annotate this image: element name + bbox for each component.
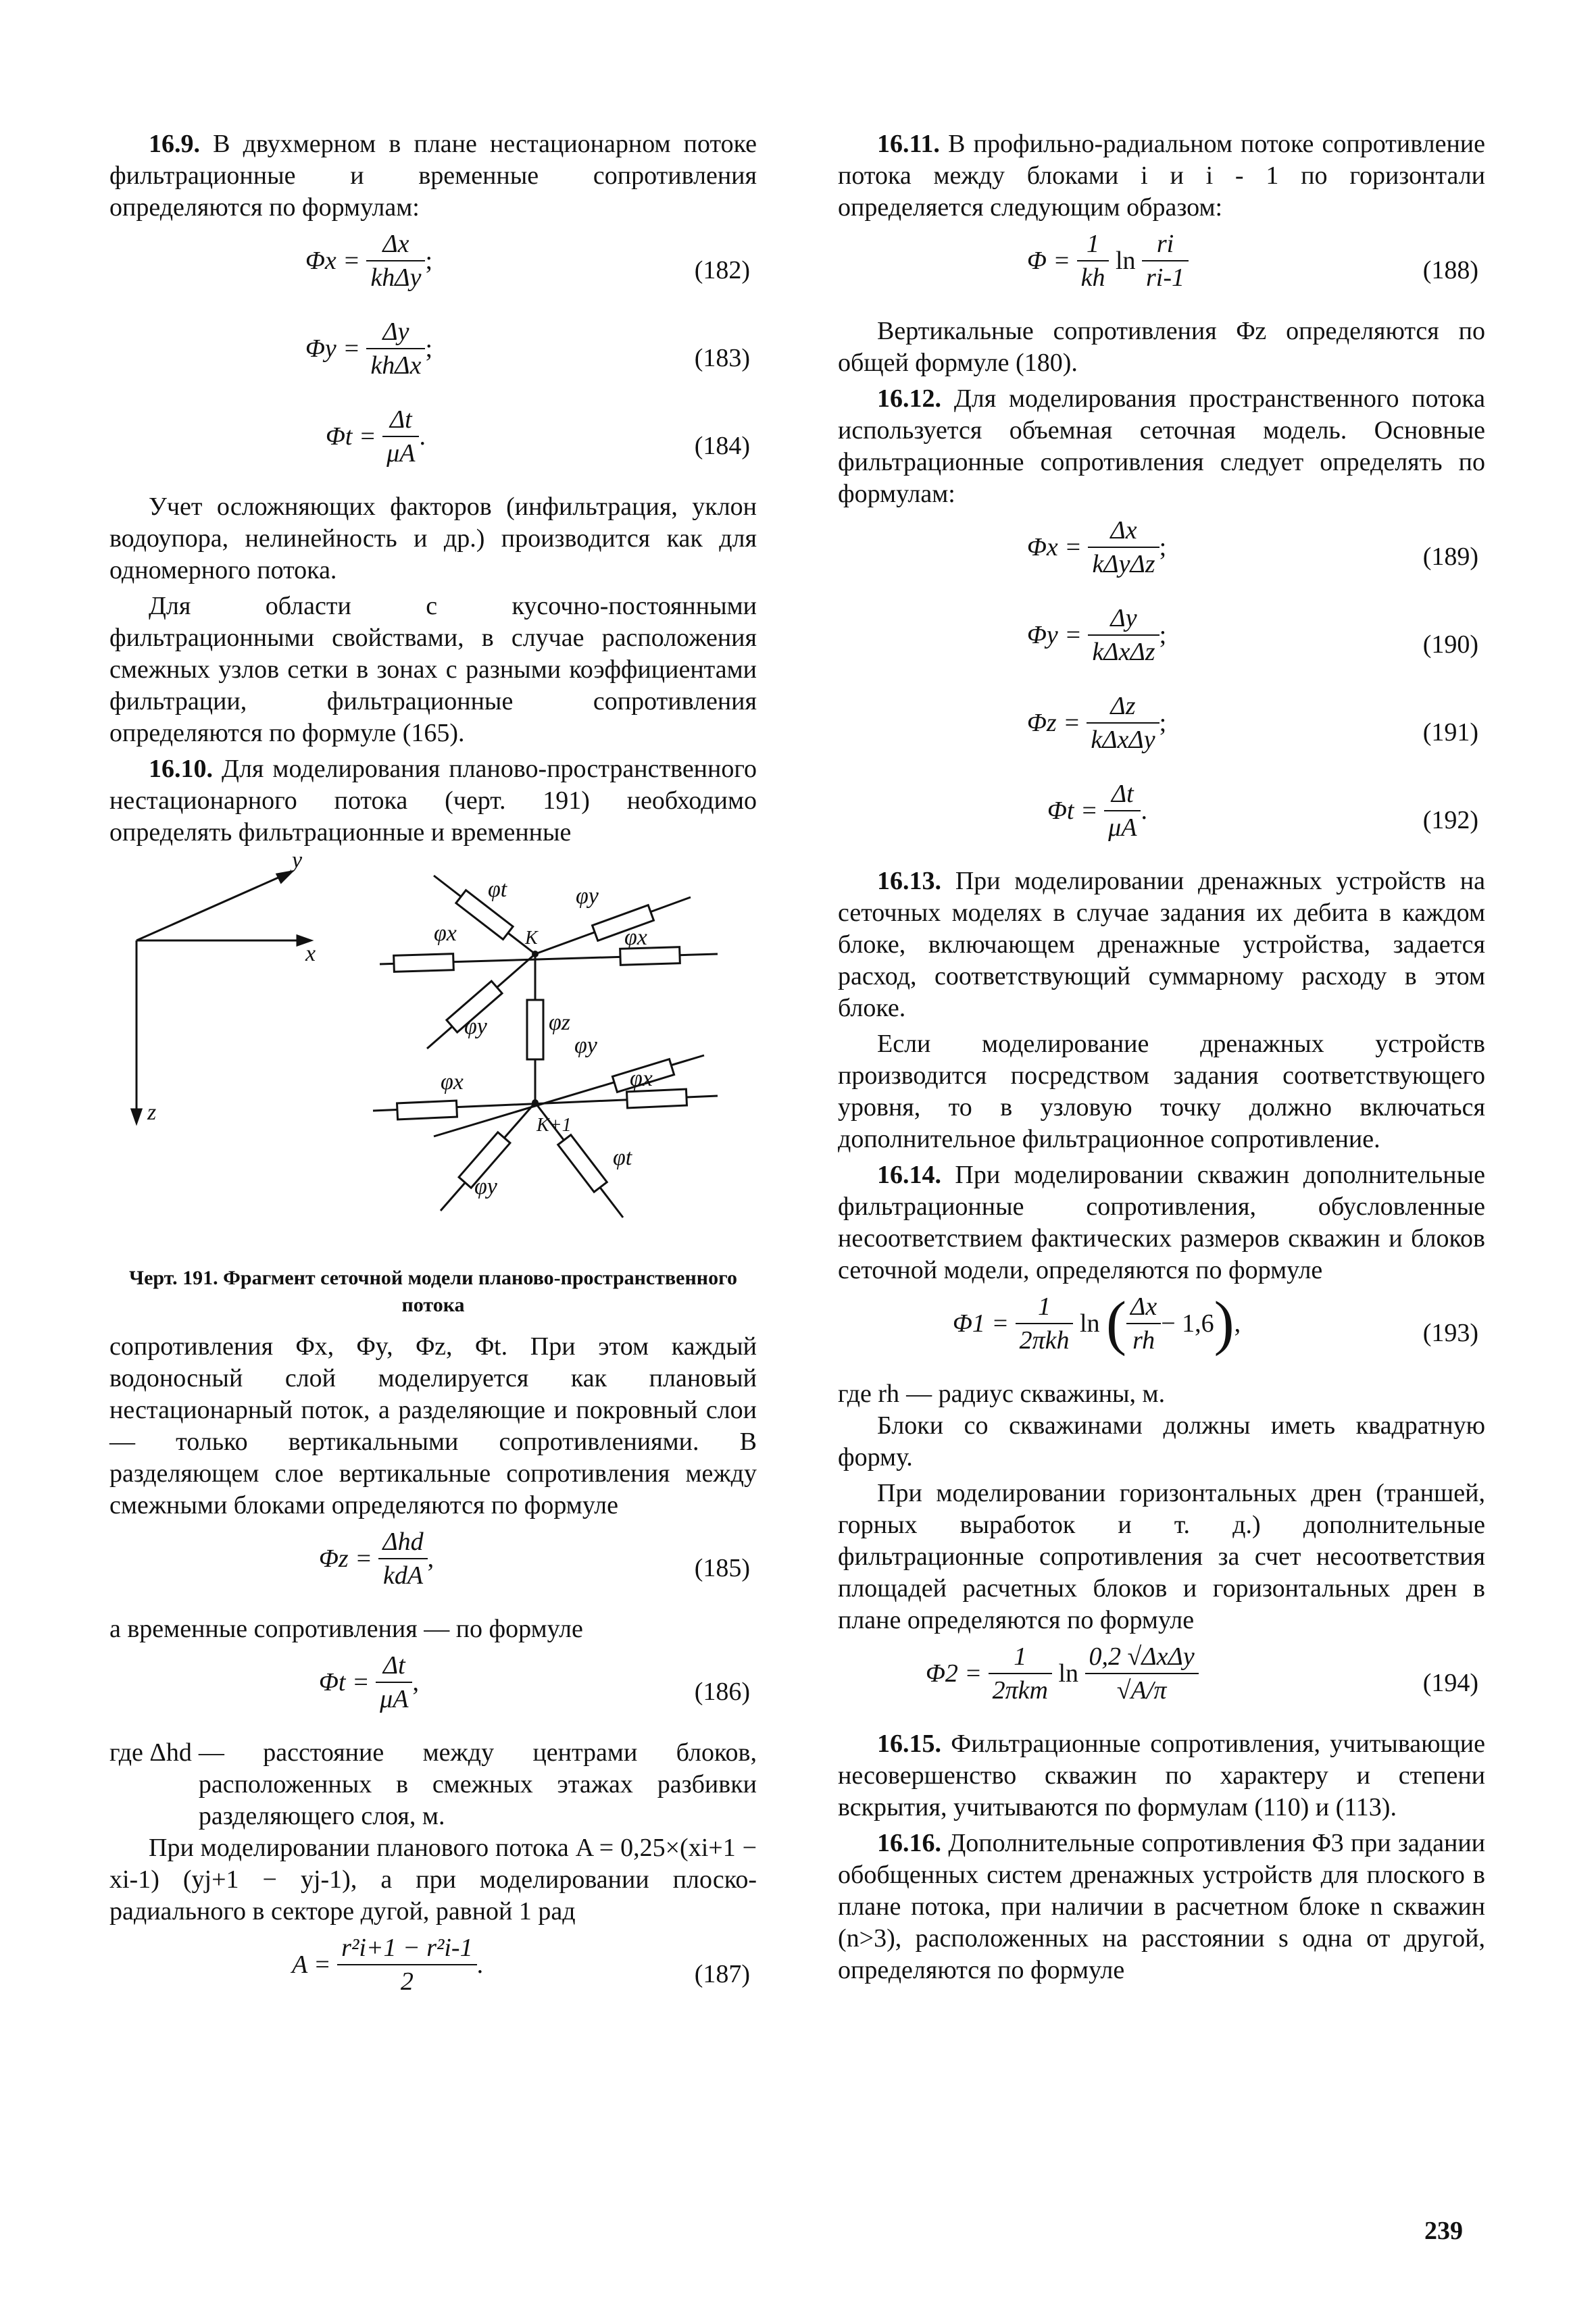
section-number: 16.11.	[877, 130, 940, 158]
left-column	[109, 128, 757, 2019]
eq-denominator: μA	[386, 439, 416, 468]
eq-denominator: 2πkh	[1019, 1326, 1070, 1355]
eq-tail: .	[1141, 796, 1147, 825]
paragraph-16-9	[109, 128, 757, 224]
eq-tail: .	[476, 1950, 484, 1979]
eq-lhs: Φz =	[319, 1544, 372, 1573]
paren-left: (	[1106, 1290, 1127, 1357]
equation-number: (193)	[1422, 1319, 1478, 1347]
eq-tail: ;	[425, 246, 433, 275]
eq-lhs: Φt =	[1047, 796, 1098, 825]
equation-number: (187)	[694, 1960, 750, 1988]
eq-numerator: r²i+1 − r²i-1	[337, 1932, 476, 1965]
eq-numerator: Δy	[366, 316, 425, 349]
eq-numerator: Δz	[1087, 690, 1159, 724]
label-node-k1: K+1	[537, 1115, 572, 1136]
node-k1	[532, 1099, 539, 1106]
eq-numerator: Δt	[1104, 778, 1141, 811]
paragraph-16-11	[838, 128, 1485, 224]
label-node-k: K	[525, 928, 538, 949]
eq-numerator: Δx	[366, 228, 425, 261]
eq-lhs: Φt =	[319, 1667, 370, 1696]
equation-185	[109, 1526, 757, 1613]
paragraph-16-15	[838, 1728, 1485, 1823]
where-definition	[838, 1378, 1485, 1410]
equation-187	[109, 1932, 757, 2019]
paragraph-temporal: а временные сопротивления — по формуле	[109, 1615, 583, 1643]
where-definition	[109, 1737, 757, 1832]
eq-tail: ;	[1159, 532, 1167, 561]
paragraph-drainage-level: Если моделирование дренажных устройств производится посредством задания соответствующего уровня, то в узловую точку должно включаться дополнительное фильтрационное сопротивление.	[838, 1030, 1485, 1153]
label-axis-y: y	[292, 853, 303, 873]
eq-denominator: μA	[1108, 813, 1137, 842]
section-number: 16.12.	[877, 384, 941, 413]
paragraph-text: Дополнительные сопротивления Φ3 при задании обобщенных систем дренажных устройств для плоского в плане потока, при наличии в расчетном блоке n скважин (n>3), расположенных на расстоянии s одна от другой, определяются по формуле	[838, 1829, 1485, 1984]
eq-denominator: 2πkm	[992, 1676, 1048, 1705]
eq-numerator: Δhd	[378, 1526, 427, 1559]
label-phi-x: φx	[434, 921, 457, 946]
resistor-phi-x-left	[394, 954, 454, 972]
paragraph-text: В профильно-радиальном потоке сопротивление потока между блоками i и i - 1 по горизонтали определяется следующим образом:	[838, 130, 1486, 222]
section-number: 16.15.	[877, 1730, 941, 1758]
eq-lhs: Φy =	[1027, 620, 1082, 649]
eq-denominator: kdA	[382, 1561, 424, 1590]
paragraph-16-13	[838, 865, 1485, 1024]
eq-numerator: 1	[1016, 1290, 1074, 1324]
right-column	[838, 128, 1485, 1990]
arrow-head	[277, 872, 292, 882]
section-number: 16.10.	[149, 755, 213, 783]
resistor-phi-t-k1	[558, 1135, 607, 1192]
section-number: 16.16.	[877, 1829, 941, 1857]
eq-tail: ,	[412, 1667, 419, 1696]
node-k	[532, 951, 539, 957]
equation-number: (191)	[1422, 718, 1478, 747]
equation-number: (194)	[1422, 1669, 1478, 1697]
eq-numerator: Δx	[1088, 514, 1159, 548]
resistor-phi-x-k1-left	[397, 1101, 457, 1120]
paragraph-text: Для моделирования пространственного потока используется объемная сеточная модель. Основные фильтрационные сопротивления следует определять по формулам:	[838, 384, 1485, 508]
eq-ln: ln	[1058, 1659, 1078, 1688]
eq-denominator: kh	[1080, 263, 1105, 292]
label-phi-t: φt	[488, 877, 507, 902]
eq-lhs: Φ1 =	[953, 1309, 1009, 1338]
eq-tail: ;	[1159, 620, 1167, 649]
where-symbol: где Δhd	[109, 1738, 192, 1767]
eq-denominator: khΔy	[370, 263, 422, 292]
eq-denominator: μA	[380, 1685, 409, 1713]
paragraph-vertical-resistance: Вертикальные сопротивления Φz определяются по общей формуле (180).	[838, 317, 1485, 377]
eq-denominator-2: √A/π	[1116, 1676, 1167, 1705]
eq-denominator: khΔx	[370, 351, 422, 380]
eq-inner-numerator: Δx	[1126, 1290, 1161, 1324]
equation-number: (189)	[1422, 543, 1478, 571]
paragraph-16-14	[838, 1159, 1485, 1286]
eq-lhs: Φ =	[1027, 246, 1071, 275]
label-phi-x-right: φx	[624, 925, 647, 950]
resistor-phi-z	[527, 1000, 543, 1059]
resistor-phi-x-k1-right	[627, 1089, 687, 1108]
equation-number: (190)	[1422, 630, 1478, 659]
label-phi-x-k1-right: φx	[630, 1066, 653, 1091]
label-phi-y: φy	[576, 884, 599, 909]
eq-lhs: Φy =	[305, 334, 360, 363]
equation-184	[109, 403, 757, 491]
paragraph-text: Для моделирования планово-пространственного нестационарного потока (черт. 191) необходимо определять фильтрационные и временные	[109, 755, 757, 847]
equation-number: (184)	[694, 432, 750, 460]
label-axis-z: z	[147, 1100, 157, 1125]
equation-186	[109, 1649, 757, 1737]
eq-numerator: 1	[1077, 228, 1109, 261]
section-number: 16.9.	[149, 130, 200, 158]
equation-193	[838, 1290, 1485, 1378]
eq-numerator-2: ri	[1142, 228, 1189, 261]
eq-tail: .	[419, 422, 426, 451]
paragraph-16-10	[109, 753, 757, 849]
equation-number: (183)	[694, 344, 750, 372]
where-text: — радиус скважины, м.	[906, 1380, 1166, 1408]
eq-tail: ,	[1234, 1309, 1241, 1338]
eq-tail: ;	[1159, 708, 1167, 737]
equation-number: (182)	[694, 256, 750, 284]
paragraph-16-12	[838, 383, 1485, 510]
eq-lhs: Φz =	[1027, 708, 1080, 737]
eq-denominator: kΔyΔz	[1092, 550, 1155, 578]
eq-lhs: Φx =	[1027, 532, 1082, 561]
eq-tail: ,	[427, 1544, 434, 1573]
where-text: — расстояние между центрами блоков, расположенных в смежных этажах разбивки разделяющего слоя, м.	[198, 1738, 757, 1830]
paragraph-text: При моделировании дренажных устройств на сеточных моделях в случае задания их дебита в каждом блоке, включающем дренажные устройства, задается расход, соответствующий суммарному расходу в этом блоке.	[838, 867, 1485, 1022]
section-number: 16.14.	[877, 1161, 941, 1189]
label-phi-y-k1: φy	[574, 1033, 597, 1058]
eq-denominator: kΔxΔy	[1091, 726, 1155, 754]
eq-numerator: 1	[989, 1640, 1052, 1674]
paragraph-16-16	[838, 1828, 1485, 1986]
label-phi-y-lower: φy	[464, 1014, 487, 1039]
label-phi-y-k1-lower: φy	[474, 1174, 497, 1199]
eq-denominator: kΔxΔz	[1092, 638, 1155, 666]
eq-inner-denominator: rh	[1132, 1326, 1155, 1355]
figure-caption: Черт. 191. Фрагмент сеточной модели планово-пространственного потока	[129, 1267, 737, 1316]
equation-192	[838, 778, 1485, 865]
paren-right: )	[1214, 1290, 1235, 1357]
paragraph-horizontal-drains: При моделировании горизонтальных дрен (траншей, горных выработок и т. д.) дополнительные фильтрационные сопротивления за счет несоответствия площадей расчетных блоков и горизонтальных дрен в плане определяются по формуле	[838, 1479, 1485, 1634]
eq-inner-tail: − 1,6	[1161, 1309, 1214, 1338]
eq-denominator-2: ri-1	[1146, 263, 1185, 292]
paragraph-layers: сопротивления Φx, Φy, Φz, Φt. При этом каждый водоносный слой моделируется как плановый нестационарный поток, а разделяющие и покровный слои — только вертикальными сопротивлениями. В разделяющем слое вертикальные сопротивления между смежными блоками определяются по формуле	[109, 1332, 757, 1519]
eq-ln: ln	[1079, 1309, 1100, 1338]
paragraph-complicating-factors: Учет осложняющих факторов (инфильтрация, уклон водоупора, нелинейность и др.) производится как для одномерного потока.	[109, 493, 757, 584]
eq-numerator: Δt	[382, 403, 419, 437]
equation-191	[838, 690, 1485, 778]
paragraph-plan-flow: При моделировании планового потока A = 0,25×(xi+1 − xi-1) (yj+1 − yj-1), а при моделировании плоско-радиального в секторе дугой, равной 1 рад	[109, 1834, 757, 1926]
equation-number: (186)	[694, 1678, 750, 1706]
arrow-head	[132, 1109, 141, 1123]
label-phi-z: φz	[549, 1010, 571, 1035]
equation-188	[838, 228, 1485, 316]
paragraph-square-blocks: Блоки со скважинами должны иметь квадратную форму.	[838, 1411, 1485, 1472]
eq-lhs: Φ2 =	[926, 1659, 982, 1688]
eq-numerator: Δy	[1088, 602, 1159, 636]
axis-y-line	[136, 872, 292, 940]
equation-number: (192)	[1422, 806, 1478, 834]
eq-numerator-2: 0,2 √ΔxΔy	[1085, 1640, 1199, 1674]
paragraph-text: Фильтрационные сопротивления, учитывающие несовершенство скважин по характеру и степени вскрытия, учитываются по формулам (110) и (113).	[838, 1730, 1485, 1821]
page-number: 239	[1424, 2217, 1463, 2245]
paragraph-text: При моделировании скважин дополнительные фильтрационные сопротивления, обусловленные несоответствием фактических размеров скважин и блоков сеточной модели, определяются по формуле	[838, 1161, 1485, 1284]
equation-190	[838, 602, 1485, 690]
eq-lhs: Φt =	[326, 422, 376, 451]
equation-182	[109, 228, 757, 316]
paragraph-piecewise-region: Для области с кусочно-постоянными фильтрационными свойствами, в случае расположения смежных узлов сетки в зонах с разными коэффициентами фильтрации, фильтрационные сопротивления определяются по формуле (165).	[109, 592, 757, 747]
section-number: 16.13.	[877, 867, 941, 895]
eq-denominator: 2	[400, 1967, 414, 1996]
equation-194	[838, 1640, 1485, 1728]
equation-number: (185)	[694, 1554, 750, 1582]
paragraph-text: В двухмерном в плане нестационарном потоке фильтрационные и временные сопротивления определяются по формулам:	[109, 130, 757, 222]
label-phi-t-k1: φt	[613, 1145, 632, 1170]
eq-numerator: Δt	[376, 1649, 412, 1683]
eq-lhs: A =	[292, 1950, 331, 1979]
eq-tail: ;	[425, 334, 433, 363]
where-symbol: где rh	[838, 1380, 900, 1408]
equation-number: (188)	[1422, 256, 1478, 284]
label-phi-x-k1: φx	[441, 1070, 464, 1095]
figure-191-grid-model	[109, 853, 757, 1258]
eq-ln: ln	[1115, 246, 1136, 275]
label-axis-x: x	[305, 941, 316, 966]
equation-189	[838, 514, 1485, 602]
eq-lhs: Φx =	[305, 246, 360, 275]
equation-183	[109, 316, 757, 403]
